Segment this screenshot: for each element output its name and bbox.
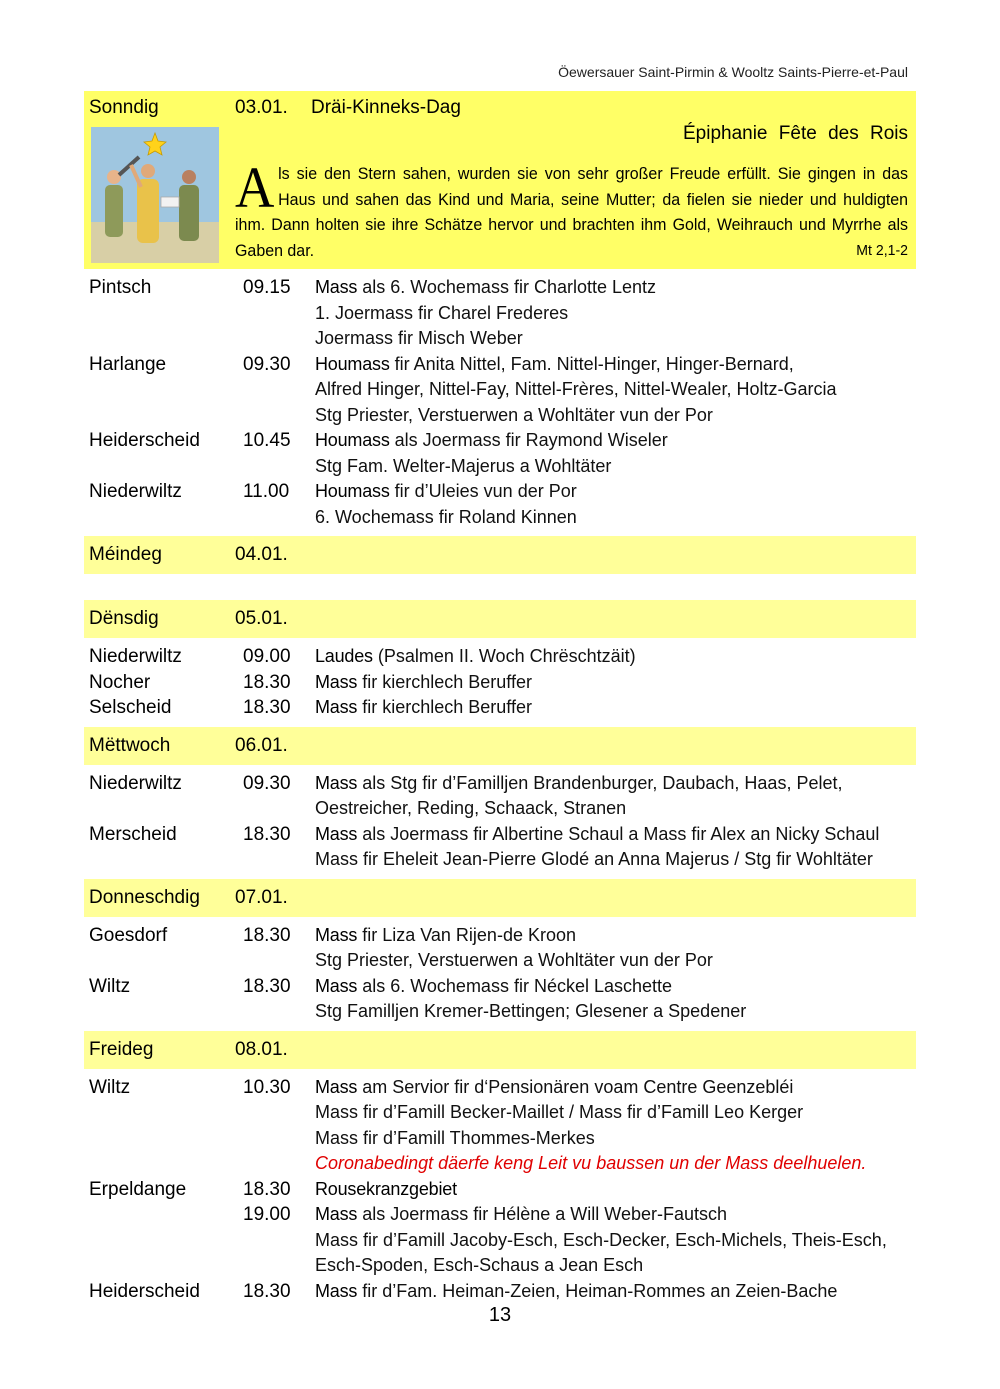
gospel-dropcap: A — [235, 155, 275, 220]
service-type: Mass — [315, 1204, 358, 1224]
schedule-entry — [84, 1177, 916, 1203]
service-intention: als Joermass fir Hélène a Will Weber-Fautsch — [357, 1204, 728, 1224]
entry-line — [315, 771, 916, 797]
entry-line — [315, 1100, 916, 1126]
day-date: 08.01. — [235, 1038, 288, 1060]
service-intention: fir d’Uleies vun der Por — [389, 481, 577, 501]
entry-time: 18.30 — [243, 1178, 291, 1200]
service-intention: Stg Priester, Verstuerwen a Wohltäter vun der Por — [315, 404, 713, 425]
day-bar-tuesday — [84, 600, 916, 638]
day-date: 06.01. — [235, 734, 288, 756]
entry-place: Wiltz — [89, 1076, 131, 1098]
entry-line — [315, 479, 916, 505]
entry-place: Niederwiltz — [89, 481, 182, 502]
entry-time: 09.30 — [243, 772, 291, 794]
service-intention: 1. Joermass fir Charel Frederes — [315, 302, 569, 323]
entry-line — [315, 326, 916, 352]
service-type: Mass — [315, 671, 358, 692]
entry-place: Niederwiltz — [89, 772, 182, 794]
entry-line — [315, 644, 916, 670]
service-intention: als 6. Wochemass fir Néckel Laschette — [357, 975, 673, 996]
schedule-entry — [84, 275, 916, 352]
service-type: Mass — [315, 975, 358, 996]
service-type: Mass — [315, 1280, 358, 1301]
tuesday-entries — [84, 644, 916, 721]
entry-place: Pintsch — [89, 277, 152, 298]
service-intention: als Stg fir d’Familljen Brandenburger, Daubach, Haas, Pelet, — [357, 772, 843, 793]
entry-time: 09.30 — [243, 353, 291, 375]
feast-heading — [89, 97, 461, 119]
schedule-entry — [84, 352, 916, 429]
entry-line — [315, 377, 916, 403]
entry-line — [315, 695, 916, 721]
entry-line — [315, 403, 916, 429]
entry-line — [315, 505, 916, 531]
service-intention: als Joermass fir Albertine Schaul a Mass fir Alex an Nicky Schaul — [357, 823, 880, 844]
schedule-entry — [84, 822, 916, 873]
entry-place: Harlange — [89, 353, 167, 375]
schedule-entry — [84, 479, 916, 530]
entry-place: Heiderscheid — [89, 1280, 200, 1302]
entry-time: 18.30 — [243, 671, 291, 693]
schedule-entry — [84, 771, 916, 822]
day-bar-wednesday — [84, 727, 916, 765]
magi-illustration-icon — [91, 127, 219, 263]
schedule-entry — [84, 644, 916, 670]
gospel-reference: Mt 2,1-2 — [856, 241, 909, 259]
entry-line — [315, 428, 916, 454]
service-intention: fir d’Fam. Heiman-Zeien, Heiman-Rommes an Zeien-Bache — [357, 1280, 838, 1301]
entry-time: 18.30 — [243, 1280, 291, 1302]
entry-time: 18.30 — [243, 697, 291, 718]
entry-place: Niederwiltz — [89, 646, 182, 667]
service-intention: Stg Fam. Welter-Majerus a Wohltäter — [315, 455, 612, 476]
day-name: Méindeg — [89, 544, 162, 565]
entry-place: Erpeldange — [89, 1178, 187, 1200]
service-type: Mass — [315, 697, 358, 717]
schedule-entry — [84, 1202, 916, 1279]
entry-line — [315, 822, 916, 848]
schedule-entry — [84, 695, 916, 721]
service-intention: Stg Priester, Verstuerwen a Wohltäter vun der Por — [315, 950, 713, 970]
page-number: 13 — [488, 1304, 512, 1326]
entry-place: Selscheid — [89, 697, 172, 718]
service-type: Mass — [315, 277, 358, 297]
entry-line — [315, 301, 916, 327]
day-date: 04.01. — [235, 544, 288, 565]
entry-line — [315, 1279, 916, 1305]
entry-line — [315, 796, 916, 822]
entry-time: 10.30 — [243, 1076, 291, 1098]
entry-line — [315, 670, 916, 696]
entry-line — [315, 999, 916, 1025]
day-name: Donneschdig — [89, 886, 200, 908]
service-intention: Stg Familljen Kremer-Bettingen; Glesener a Spedener — [315, 1001, 747, 1021]
service-type: Mass — [315, 772, 358, 793]
parish-header: Öewersauer Saint-Pirmin & Wooltz Saints-Pierre-et-Paul — [558, 64, 908, 80]
entry-line — [315, 847, 916, 873]
feast-date: 03.01. — [235, 97, 288, 118]
service-intention: fir kierchlech Beruffer — [357, 671, 532, 692]
feast-day: Sonndig — [89, 97, 159, 118]
friday-entries — [84, 1075, 916, 1305]
schedule-entry — [84, 1075, 916, 1177]
schedule-entry — [84, 974, 916, 1025]
schedule-page — [84, 91, 916, 1304]
service-intention: Mass fir d’Famill Thommes-Merkes — [315, 1127, 595, 1148]
entry-line — [315, 1126, 916, 1152]
thursday-entries — [84, 923, 916, 1025]
entry-line — [315, 1151, 916, 1177]
day-name: Dënsdig — [89, 608, 159, 629]
day-date: 07.01. — [235, 886, 288, 908]
service-type: Laudes — [315, 646, 373, 666]
entry-time: 09.00 — [243, 646, 291, 667]
service-intention: Joermass fir Misch Weber — [315, 328, 523, 348]
entry-line — [315, 1228, 916, 1254]
entry-place: Heiderscheid — [89, 430, 200, 451]
entry-time: 18.30 — [243, 975, 291, 997]
sunday-entries — [84, 275, 916, 530]
schedule-entry — [84, 428, 916, 479]
service-intention: am Servior fir d‘Pensionären voam Centre Geenzebléi — [357, 1076, 794, 1097]
entry-place: Nocher — [89, 671, 151, 693]
entry-time: 18.30 — [243, 924, 291, 946]
service-intention: als Joermass fir Raymond Wiseler — [389, 430, 668, 450]
service-type: Houmass — [315, 481, 390, 501]
service-intention: Alfred Hinger, Nittel-Fay, Nittel-Frères, Nittel-Wealer, Holtz-Garcia — [315, 379, 837, 399]
day-name: Mëttwoch — [89, 734, 171, 756]
corona-note: Coronabedingt däerfe keng Leit vu baussen un der Mass deelhuelen. — [315, 1153, 867, 1173]
service-type: Houmass — [315, 353, 390, 374]
entry-time: 11.00 — [243, 481, 290, 502]
entry-line — [315, 974, 916, 1000]
entry-place: Merscheid — [89, 823, 177, 845]
entry-line — [315, 1075, 916, 1101]
service-intention: fir kierchlech Beruffer — [357, 697, 532, 717]
entry-line — [315, 1253, 916, 1279]
day-bar-friday — [84, 1031, 916, 1069]
schedule-entry — [84, 923, 916, 974]
service-type: Rousekranzgebiet — [315, 1178, 457, 1199]
service-intention: Mass fir d’Famill Becker-Maillet / Mass fir d’Famill Leo Kerger — [315, 1102, 804, 1122]
service-intention: 6. Wochemass fir Roland Kinnen — [315, 506, 577, 527]
entry-place: Goesdorf — [89, 924, 168, 946]
feast-subtitle: Épiphanie Fête des Rois — [682, 123, 908, 144]
service-intention: Mass fir Eheleit Jean-Pierre Glodé an Anna Majerus / Stg fir Wohltäter — [315, 849, 873, 869]
service-intention: als 6. Wochemass fir Charlotte Lentz — [357, 277, 657, 297]
service-intention: Oestreicher, Reding, Schaack, Stranen — [315, 798, 627, 818]
service-type: Mass — [315, 924, 358, 945]
service-intention: fir Liza Van Rijen-de Kroon — [357, 924, 576, 945]
entry-line — [315, 1202, 916, 1228]
schedule-entry — [84, 1279, 916, 1305]
service-intention: (Psalmen II. Woch Chrëschtzäit) — [372, 646, 636, 666]
service-type: Houmass — [315, 430, 390, 450]
entry-line — [315, 923, 916, 949]
wednesday-entries — [84, 771, 916, 873]
entry-place: Wiltz — [89, 975, 131, 997]
service-intention: Mass fir d’Famill Jacoby-Esch, Esch-Decker, Esch-Michels, Theis-Esch, — [315, 1229, 887, 1250]
day-date: 05.01. — [235, 608, 288, 629]
day-bar-monday — [84, 536, 916, 574]
entry-line — [315, 275, 916, 301]
service-type: Mass — [315, 823, 358, 844]
service-type: Mass — [315, 1076, 358, 1097]
gospel-text — [235, 155, 909, 263]
entry-time: 19.00 — [243, 1204, 291, 1225]
feast-name: Dräi-Kinneks-Dag — [311, 97, 461, 118]
entry-line — [315, 454, 916, 480]
entry-time: 09.15 — [243, 277, 291, 298]
gospel-body: ls sie den Stern sahen, wurden sie von sehr großer Freude erfüllt. Sie gingen in das Haus und sahen das Kind und Maria, seine Mutter; da fielen sie nieder und huldigten ihm. Dann holten sie ihre Schätze hervor und brachten ihm Gold, Weihrauch und Myrrhe als Gaben dar. — [235, 164, 909, 260]
entry-line — [315, 352, 916, 378]
entry-line — [315, 948, 916, 974]
day-name: Freideg — [89, 1038, 154, 1060]
service-intention: fir Anita Nittel, Fam. Nittel-Hinger, Hinger-Bernard, — [389, 353, 794, 374]
schedule-entry — [84, 670, 916, 696]
entry-place — [84, 1202, 235, 1228]
feast-box — [84, 91, 916, 269]
day-bar-thursday — [84, 879, 916, 917]
entry-time: 18.30 — [243, 823, 291, 845]
service-intention: Esch-Spoden, Esch-Schaus a Jean Esch — [315, 1255, 644, 1275]
entry-line — [315, 1177, 916, 1203]
entry-time: 10.45 — [243, 430, 291, 451]
